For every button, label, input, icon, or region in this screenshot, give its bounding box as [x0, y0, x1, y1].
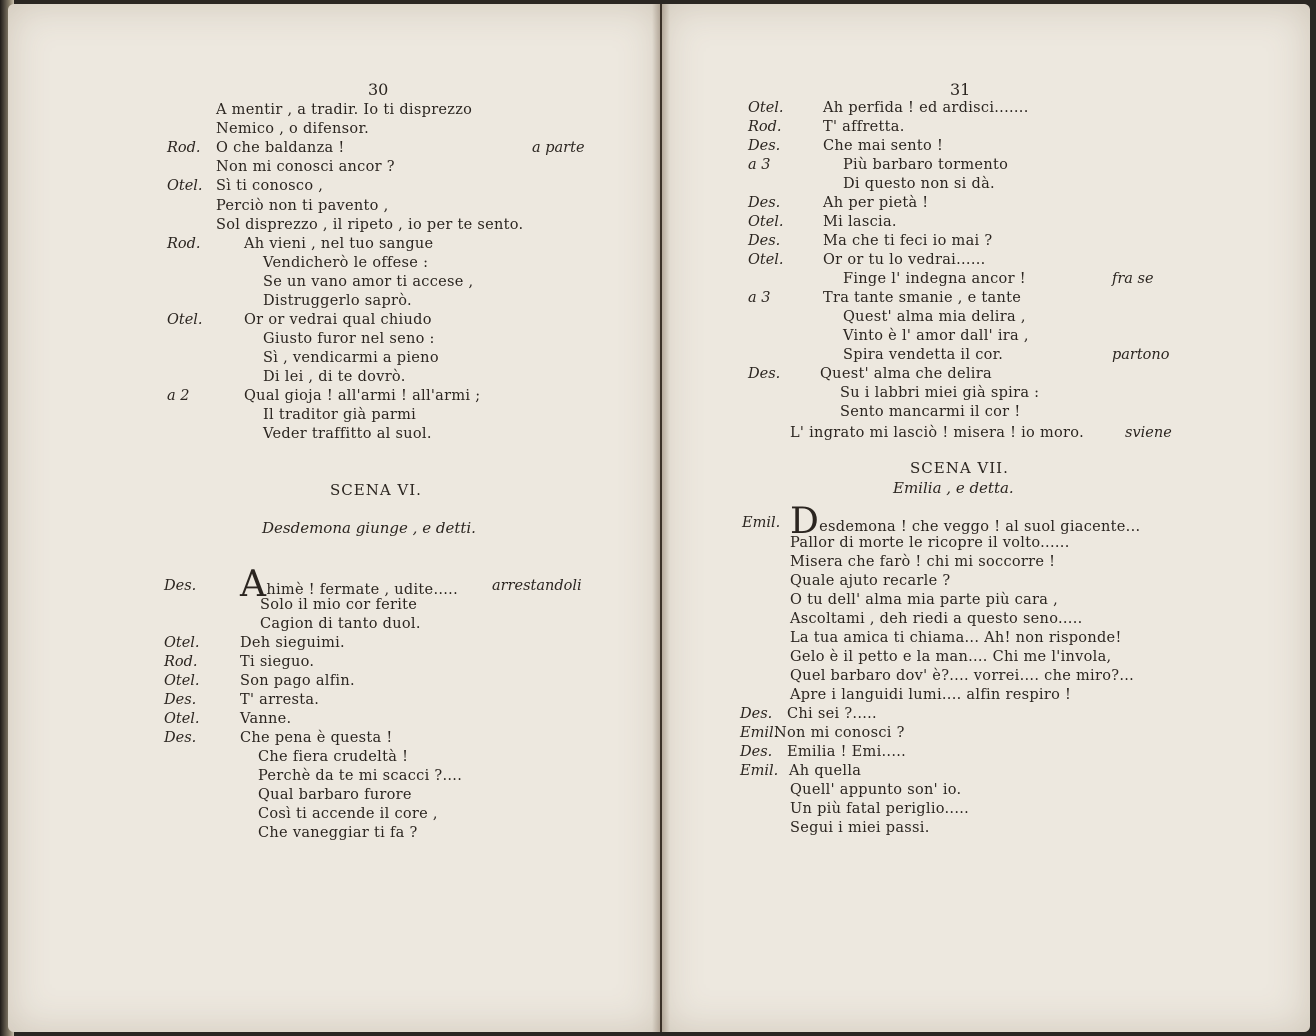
verse-text: Così ti accende il core , [258, 806, 438, 822]
verse-text: Qual gioja ! all'armi ! all'armi ; [244, 388, 481, 404]
verse-text: Ah vieni , nel tuo sangue [244, 236, 434, 252]
verse-text: Spira vendetta il cor. [843, 347, 1004, 363]
verse-line [789, 763, 861, 779]
verse-line [820, 366, 992, 382]
verse-line [790, 425, 1084, 441]
verse-text: Nemico , o difensor. [216, 121, 369, 137]
verse-text: Su i labbri miei già spira : [840, 385, 1040, 401]
verse-line [258, 825, 418, 841]
verse-line [843, 328, 1029, 344]
verse-line [790, 801, 969, 817]
stage-direction: a parte [532, 140, 585, 156]
scene-direction-vi: Desdemona giunge , e detti. [262, 519, 476, 537]
verse-text: Se un vano amor ti accese , [263, 274, 474, 290]
verse-text: Sì ti conosco , [216, 178, 324, 194]
verse-line [263, 426, 432, 442]
speaker-label: Emil. [740, 725, 779, 741]
verse-line [790, 501, 1141, 542]
verse-text: Perciò non ti pavento , [216, 198, 389, 214]
speaker-label: a 2 [167, 388, 190, 404]
drop-initial: A [240, 564, 267, 605]
verse-text: Cagion di tanto duol. [260, 616, 421, 632]
page-number-left: 30 [368, 80, 389, 99]
verse-line [244, 312, 432, 328]
verse-line [823, 214, 897, 230]
verse-line [258, 806, 438, 822]
speaker-label: Rod. [167, 236, 201, 252]
speaker-label: Otel. [164, 711, 200, 727]
verse-text: Quest' alma che delira [820, 366, 992, 382]
verse-line [258, 749, 408, 765]
speaker-label: Des. [740, 706, 773, 722]
verse-text: Sì , vendicarmi a pieno [263, 350, 439, 366]
speaker-label: Otel. [164, 635, 200, 651]
verse-line [790, 573, 950, 589]
verse-line [240, 711, 291, 727]
verse-text: Giusto furor nel seno : [263, 331, 435, 347]
verse-text: esdemona ! che veggo ! al suol giacente... [819, 519, 1141, 535]
verse-line [790, 820, 930, 836]
verse-line [216, 198, 389, 214]
speaker-label: Otel. [167, 178, 203, 194]
verse-text: Quel barbaro dov' è?.... vorrei.... che miro?... [790, 668, 1135, 684]
speaker-label: Emil. [740, 763, 779, 779]
verse-text: Perchè da te mi scacci ?.... [258, 768, 463, 784]
verse-text: Non mi conosci ancor ? [216, 159, 395, 175]
verse-line [216, 217, 523, 233]
verse-line [823, 233, 992, 249]
verse-line [258, 768, 462, 784]
verse-line [790, 649, 1111, 665]
scene-heading-vii: SCENA VII. [910, 459, 1009, 477]
verse-line [823, 290, 1021, 306]
verse-line [263, 274, 473, 290]
speaker-label: Rod. [167, 140, 201, 156]
speaker-label: Otel. [748, 100, 784, 116]
verse-text: Emilia ! Emi..... [787, 744, 907, 760]
speaker-label: Des. [164, 692, 197, 708]
speaker-label: Emil. [742, 515, 781, 531]
verse-line [790, 782, 961, 798]
verse-line [240, 692, 319, 708]
verse-text: Quale ajuto recarle ? [790, 573, 951, 589]
page-number-right: 31 [950, 80, 971, 99]
verse-line [216, 178, 323, 194]
verse-text: Vinto è l' amor dall' ira , [843, 328, 1029, 344]
speaker-label: a 3 [748, 290, 771, 306]
verse-line [840, 385, 1039, 401]
verse-line [823, 138, 943, 154]
verse-line [843, 176, 995, 192]
verse-text: T' affretta. [823, 119, 905, 135]
verse-text: Che vaneggiar ti fa ? [258, 825, 418, 841]
verse-text: Di lei , di te dovrò. [263, 369, 406, 385]
stage-direction: sviene [1125, 425, 1172, 441]
speaker-label: Des. [164, 578, 197, 594]
verse-line [244, 388, 480, 404]
verse-text: himè ! fermate , udite..... [266, 582, 458, 598]
verse-text: O tu dell' alma mia parte più cara , [790, 592, 1059, 608]
verse-text: Che pena è questa ! [240, 730, 393, 746]
verse-text: Apre i languidi lumi.... alfin respiro ! [790, 687, 1072, 703]
verse-text: La tua amica ti chiama... Ah! non risponde! [790, 630, 1122, 646]
speaker-label: Des. [748, 233, 781, 249]
verse-text: Or or tu lo vedrai...... [823, 252, 986, 268]
verse-text: Deh sieguimi. [240, 635, 345, 651]
verse-text: Ma che ti feci io mai ? [823, 233, 993, 249]
speaker-label: Rod. [748, 119, 782, 135]
verse-line [263, 407, 416, 423]
verse-text: Ah perfida ! ed ardisci....... [823, 100, 1029, 116]
verse-text: Or or vedrai qual chiudo [244, 312, 432, 328]
verse-line [240, 654, 314, 670]
verse-text: Veder traffitto al suol. [263, 426, 432, 442]
verse-line [260, 597, 417, 613]
verse-line [843, 157, 1008, 173]
verse-text: Misera che farò ! chi mi soccorre ! [790, 554, 1056, 570]
verse-line [790, 535, 1070, 551]
verse-text: Vendicherò le offese : [263, 255, 429, 271]
verse-text: Segui i miei passi. [790, 820, 930, 836]
verse-text: Tra tante smanie , e tante [823, 290, 1022, 306]
speaker-label: Des. [740, 744, 773, 760]
speaker-label: Otel. [748, 214, 784, 230]
verse-text: Non mi conosci ? [774, 725, 905, 741]
speaker-label: Otel. [167, 312, 203, 328]
speaker-label: Rod. [164, 654, 198, 670]
verse-line [843, 347, 1003, 363]
verse-text: Son pago alfin. [240, 673, 355, 689]
verse-line [823, 252, 986, 268]
verse-line [790, 668, 1134, 684]
verse-text: Ti sieguo. [240, 654, 315, 670]
verse-text: Qual barbaro furore [258, 787, 412, 803]
verse-text: Mi lascia. [823, 214, 897, 230]
speaker-label: Otel. [748, 252, 784, 268]
speaker-label: Des. [748, 195, 781, 211]
verse-text: Pallor di morte le ricopre il volto...... [790, 535, 1070, 551]
verse-text: T' arresta. [240, 692, 320, 708]
verse-line [263, 369, 406, 385]
verse-line [790, 592, 1058, 608]
verse-line [240, 673, 355, 689]
verse-line [216, 102, 472, 118]
verse-text: Sol disprezzo , il ripeto , io per te sento. [216, 217, 524, 233]
verse-text: Chi sei ?..... [787, 706, 877, 722]
verse-text: Sento mancarmi il cor ! [840, 404, 1021, 420]
speaker-label: a 3 [748, 157, 771, 173]
stage-direction: fra se [1112, 271, 1154, 287]
verse-text: Che mai sento ! [823, 138, 944, 154]
verse-line [843, 271, 1026, 287]
verse-text: Ah per pietà ! [823, 195, 929, 211]
verse-text: Il traditor già parmi [263, 407, 417, 423]
verse-text: L' ingrato mi lasciò ! misera ! io moro. [790, 425, 1084, 441]
verse-line [823, 119, 905, 135]
verse-line [244, 236, 433, 252]
verse-line [843, 309, 1026, 325]
scene-direction-vii: Emilia , e detta. [893, 479, 1014, 497]
verse-text: Vanne. [240, 711, 292, 727]
speaker-label: Otel. [164, 673, 200, 689]
drop-initial: D [790, 501, 820, 542]
book-gutter [652, 4, 670, 1032]
stage-direction: arrestandoli [492, 578, 582, 594]
verse-text: Quest' alma mia delira , [843, 309, 1026, 325]
verse-line [216, 121, 369, 137]
verse-text: Finge l' indegna ancor ! [843, 271, 1026, 287]
speaker-label: Des. [164, 730, 197, 746]
stage-direction: partono [1112, 347, 1170, 363]
speaker-label: Des. [748, 138, 781, 154]
verse-text: Ascoltami , deh riedi a questo seno..... [790, 611, 1083, 627]
verse-line [260, 616, 421, 632]
verse-text: Gelo è il petto e la man.... Chi me l'invola, [790, 649, 1112, 665]
verse-line [240, 730, 393, 746]
verse-line [263, 293, 412, 309]
verse-text: Che fiera crudeltà ! [258, 749, 409, 765]
verse-text: Più barbaro tormento [843, 157, 1009, 173]
verse-text: Quell' appunto son' io. [790, 782, 962, 798]
verse-text: Di questo non si dà. [843, 176, 995, 192]
verse-line [787, 744, 906, 760]
verse-text: Distruggerlo saprò. [263, 293, 412, 309]
verse-line [787, 706, 877, 722]
verse-line [263, 255, 428, 271]
verse-text: A mentir , a tradir. Io ti disprezzo [216, 102, 473, 118]
speaker-label: Des. [748, 366, 781, 382]
verse-line [790, 630, 1122, 646]
verse-line [258, 787, 412, 803]
scene-heading-vi: SCENA VI. [330, 481, 422, 499]
verse-line [216, 159, 395, 175]
verse-text: Ah quella [789, 763, 862, 779]
verse-text: Solo il mio cor ferite [260, 597, 418, 613]
verse-line [263, 331, 435, 347]
verse-line [790, 554, 1055, 570]
verse-line [790, 687, 1071, 703]
verse-text: O che baldanza ! [216, 140, 345, 156]
verse-line [263, 350, 439, 366]
verse-text: Un più fatal periglio..... [790, 801, 970, 817]
verse-line [840, 404, 1020, 420]
verse-line [216, 140, 345, 156]
verse-line [823, 100, 1029, 116]
verse-line [240, 635, 345, 651]
verse-line [823, 195, 928, 211]
verse-line [774, 725, 905, 741]
verse-line [790, 611, 1083, 627]
